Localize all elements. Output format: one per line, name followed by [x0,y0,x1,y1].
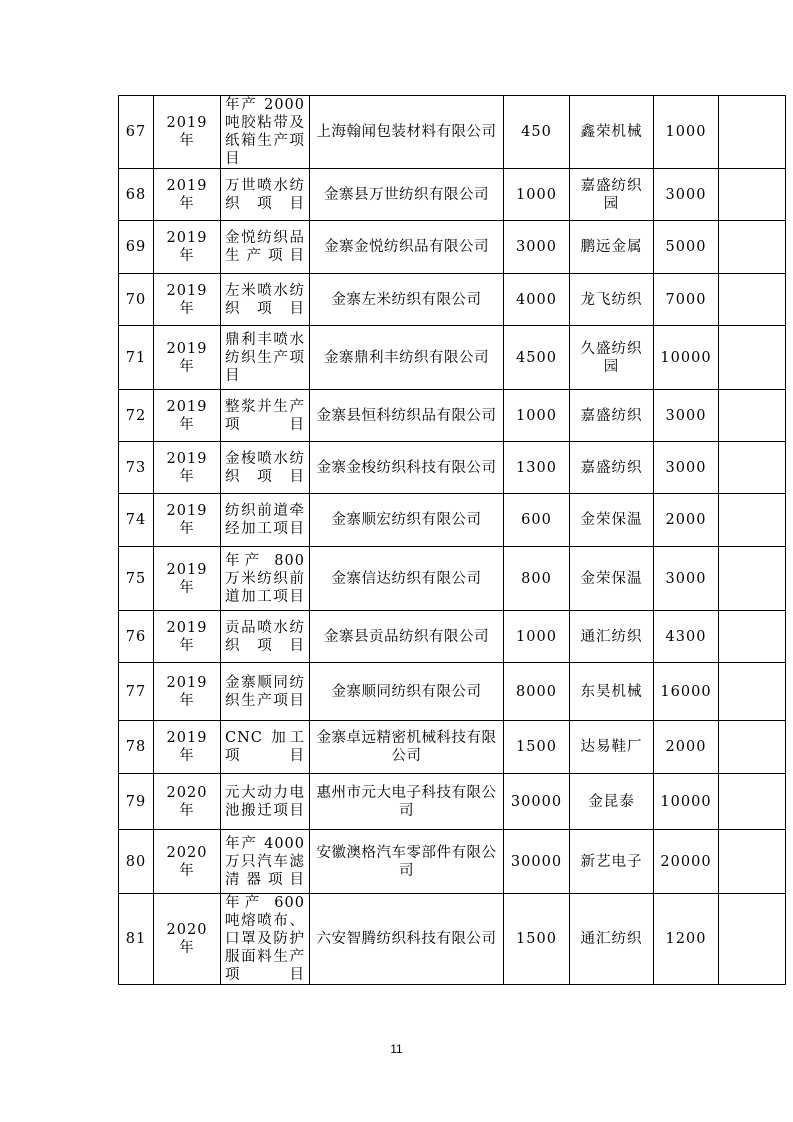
cell-note [719,221,786,274]
table-row [119,390,786,442]
cell-company: 金寨金梭纺织科技有限公司 [310,442,504,494]
cell-project: 贡品喷水纺织项目 [221,611,310,663]
cell-company: 惠州市元大电子科技有限公司 [310,774,504,830]
cell-company: 金寨县贡品纺织有限公司 [310,611,504,663]
cell-location: 嘉盛纺织 [570,390,654,442]
cell-project: 纺织前道牵经加工项目 [221,494,310,547]
cell-location: 新艺电子 [570,830,654,894]
cell-amount: 2000 [654,494,719,547]
table-row [119,442,786,494]
cell-note [719,721,786,774]
cell-area: 1000 [504,390,570,442]
cell-company: 安徽澳格汽车零部件有限公司 [310,830,504,894]
cell-amount: 7000 [654,274,719,326]
cell-location: 东昊机械 [570,663,654,721]
cell-no: 69 [119,221,154,274]
cell-project: 金梭喷水纺织项目 [221,442,310,494]
cell-year: 2019 年 [154,442,221,494]
cell-project: 左米喷水纺织项目 [221,274,310,326]
cell-no: 74 [119,494,154,547]
cell-area: 800 [504,547,570,611]
table-row [119,894,786,985]
table-row [119,830,786,894]
cell-no: 78 [119,721,154,774]
cell-year: 2019 年 [154,721,221,774]
cell-company: 金寨顺同纺织有限公司 [310,663,504,721]
cell-note [719,169,786,221]
cell-company: 金寨信达纺织有限公司 [310,547,504,611]
cell-amount: 3000 [654,169,719,221]
cell-note [719,894,786,985]
cell-area: 30000 [504,830,570,894]
cell-location: 通汇纺织 [570,894,654,985]
cell-project: 年产 2000 吨胶粘带及纸箱生产项目 [221,96,310,169]
cell-company: 金寨卓远精密机械科技有限公司 [310,721,504,774]
cell-no: 77 [119,663,154,721]
cell-note [719,663,786,721]
cell-area: 1300 [504,442,570,494]
cell-no: 80 [119,830,154,894]
cell-year: 2019 年 [154,221,221,274]
cell-project: 鼎利丰喷水纺织生产项目 [221,326,310,390]
cell-project: 年产 800 万米纺织前道加工项目 [221,547,310,611]
cell-area: 30000 [504,774,570,830]
cell-company: 上海翰闻包装材料有限公司 [310,96,504,169]
cell-year: 2020 年 [154,830,221,894]
cell-amount: 1200 [654,894,719,985]
cell-amount: 3000 [654,547,719,611]
cell-note [719,774,786,830]
cell-project: 万世喷水纺织项目 [221,169,310,221]
cell-project: 年产 4000 万只汽车滤清器项目 [221,830,310,894]
table-row [119,221,786,274]
cell-project: 金寨顺同纺织生产项目 [221,663,310,721]
cell-area: 1500 [504,894,570,985]
cell-amount: 2000 [654,721,719,774]
cell-year: 2019 年 [154,494,221,547]
table-row [119,169,786,221]
cell-amount: 20000 [654,830,719,894]
cell-project: 金悦纺织品生产项目 [221,221,310,274]
cell-year: 2019 年 [154,274,221,326]
cell-note [719,274,786,326]
cell-no: 76 [119,611,154,663]
cell-year: 2019 年 [154,663,221,721]
table-row [119,611,786,663]
cell-year: 2020 年 [154,894,221,985]
cell-note [719,442,786,494]
cell-no: 67 [119,96,154,169]
cell-project: 整浆并生产项目 [221,390,310,442]
cell-company: 金寨顺宏纺织有限公司 [310,494,504,547]
cell-note [719,494,786,547]
cell-company: 金寨县万世纺织有限公司 [310,169,504,221]
cell-company: 金寨县恒科纺织品有限公司 [310,390,504,442]
table-row [119,663,786,721]
cell-company: 六安智腾纺织科技有限公司 [310,894,504,985]
cell-location: 达易鞋厂 [570,721,654,774]
cell-note [719,830,786,894]
cell-location: 嘉盛纺织 [570,442,654,494]
cell-area: 1000 [504,611,570,663]
cell-area: 8000 [504,663,570,721]
table-row [119,96,786,169]
cell-location: 金荣保温 [570,494,654,547]
cell-project: 年产 600 吨熔喷布、口罩及防护服面料生产项目 [221,894,310,985]
cell-area: 1000 [504,169,570,221]
cell-no: 75 [119,547,154,611]
cell-location: 通汇纺织 [570,611,654,663]
cell-no: 70 [119,274,154,326]
cell-location: 龙飞纺织 [570,274,654,326]
cell-amount: 10000 [654,326,719,390]
cell-amount: 1000 [654,96,719,169]
cell-note [719,326,786,390]
table-row [119,274,786,326]
cell-amount: 10000 [654,774,719,830]
cell-company: 金寨左米纺织有限公司 [310,274,504,326]
cell-area: 4500 [504,326,570,390]
cell-area: 1500 [504,721,570,774]
cell-no: 72 [119,390,154,442]
table-row [119,547,786,611]
cell-location: 嘉盛纺织园 [570,169,654,221]
cell-amount: 4300 [654,611,719,663]
cell-area: 600 [504,494,570,547]
cell-amount: 3000 [654,442,719,494]
cell-amount: 3000 [654,390,719,442]
cell-note [719,96,786,169]
cell-project: 元大动力电池搬迁项目 [221,774,310,830]
cell-area: 450 [504,96,570,169]
table-row [119,721,786,774]
cell-location: 鹏远金属 [570,221,654,274]
cell-no: 71 [119,326,154,390]
cell-note [719,611,786,663]
project-table [118,95,786,985]
cell-note [719,547,786,611]
cell-year: 2019 年 [154,611,221,663]
table-row [119,326,786,390]
cell-location: 金荣保温 [570,547,654,611]
cell-location: 鑫荣机械 [570,96,654,169]
cell-no: 79 [119,774,154,830]
cell-no: 81 [119,894,154,985]
cell-year: 2020 年 [154,774,221,830]
cell-no: 68 [119,169,154,221]
cell-year: 2019 年 [154,96,221,169]
cell-year: 2019 年 [154,169,221,221]
cell-area: 3000 [504,221,570,274]
cell-year: 2019 年 [154,390,221,442]
cell-year: 2019 年 [154,326,221,390]
table-row [119,774,786,830]
cell-amount: 16000 [654,663,719,721]
cell-location: 久盛纺织园 [570,326,654,390]
table-row [119,494,786,547]
cell-amount: 5000 [654,221,719,274]
cell-company: 金寨鼎利丰纺织有限公司 [310,326,504,390]
cell-area: 4000 [504,274,570,326]
cell-company: 金寨金悦纺织品有限公司 [310,221,504,274]
cell-location: 金昆泰 [570,774,654,830]
cell-no: 73 [119,442,154,494]
cell-project: CNC 加工项目 [221,721,310,774]
page-number: 11 [390,1042,403,1056]
cell-year: 2019 年 [154,547,221,611]
cell-note [719,390,786,442]
